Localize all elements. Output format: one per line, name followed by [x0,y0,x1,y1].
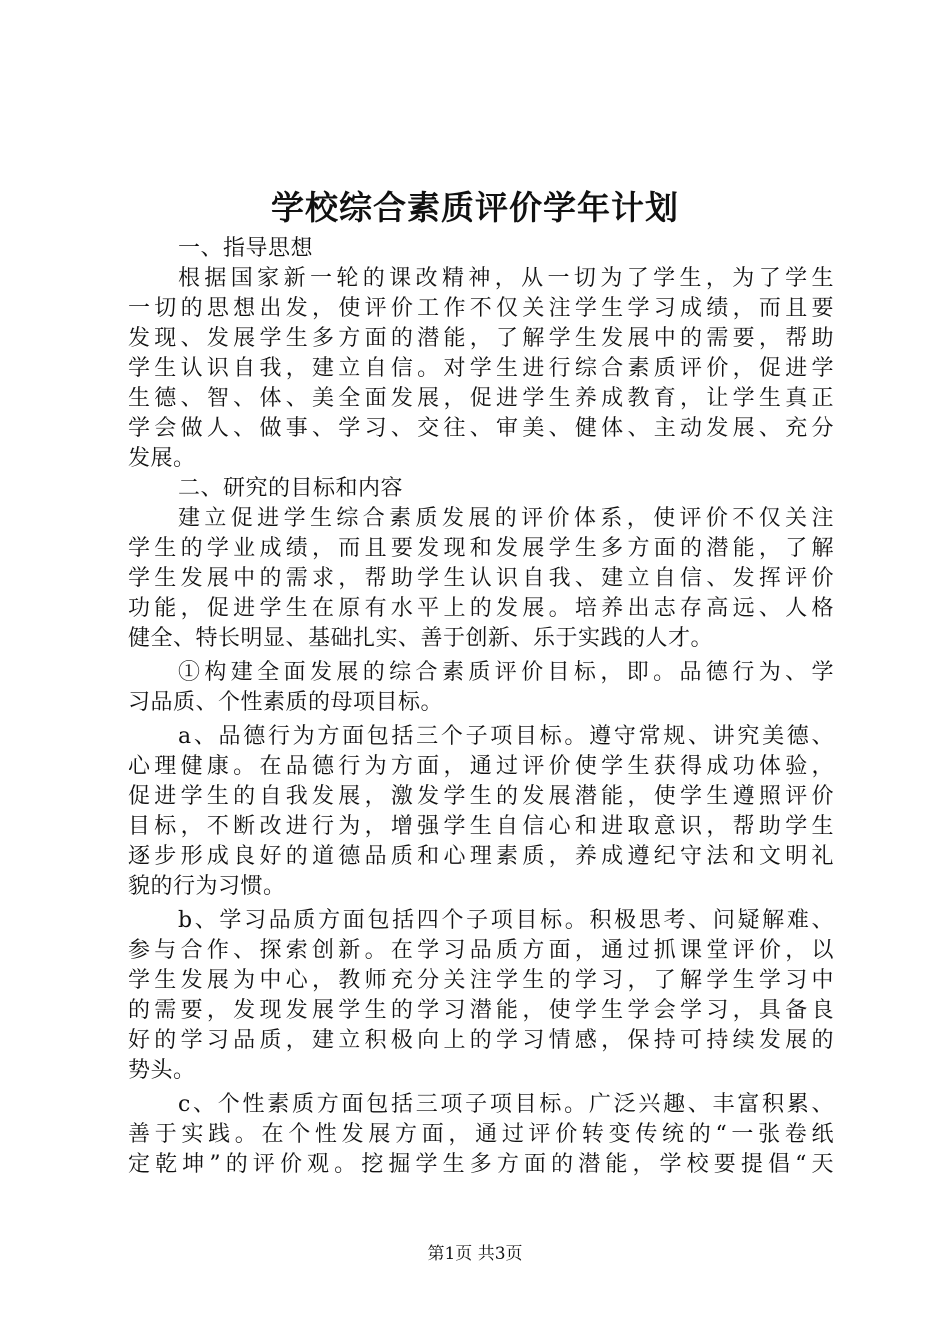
paragraph-line: 发展。 [128,446,196,471]
paragraph-line: 的需要，发现发展学生的学习潜能，使学生学会学习，具备良 [128,998,834,1023]
paragraph-line: 生德、智、体、美全面发展，促进学生养成教育，让学生真正 [128,386,834,411]
paragraph-line: 势头。 [128,1058,196,1083]
document-body [128,234,834,1180]
paragraph-line: 促进学生的自我发展，激发学生的发展潜能，使学生遵照评价 [128,784,834,809]
paragraph-line: 功能，促进学生在原有水平上的发展。培养出志存高远、人格 [128,596,834,621]
paragraph-line: 目标，不断改进行为，增强学生自信心和进取意识，帮助学生 [128,814,834,839]
document-title: 学校综合素质评价学年计划 [271,188,679,227]
paragraph-line: 根据国家新一轮的课改精神，从一切为了学生，为了学生 [178,266,834,291]
paragraph-line: a、品德行为方面包括三个子项目标。遵守常规、讲究美德、 [178,724,834,749]
paragraph-line: c、个性素质方面包括三项子项目标。广泛兴趣、丰富积累、 [178,1092,834,1117]
paragraph-line: 逐步形成良好的道德品质和心理素质，养成遵纪守法和文明礼 [128,844,834,869]
paragraph-line: ①构建全面发展的综合素质评价目标，即。品德行为、学 [178,660,834,685]
paragraph-line: b、学习品质方面包括四个子项目标。积极思考、问疑解难、 [178,908,834,933]
paragraph-line: 学生发展为中心，教师充分关注学生的学习，了解学生学习中 [128,968,834,993]
paragraph-line: 健全、特长明显、基础扎实、善于创新、乐于实践的人才。 [128,626,714,651]
paragraph-line: 善于实践。在个性发展方面，通过评价转变传统的“一张卷纸 [128,1122,834,1147]
paragraph-line: 发现、发展学生多方面的潜能，了解学生发展中的需要，帮助 [128,326,834,351]
paragraph-line: 学生认识自我，建立自信。对学生进行综合素质评价，促进学 [128,356,834,381]
paragraph-line: 好的学习品质，建立积极向上的学习情感，保持可持续发展的 [128,1028,834,1053]
paragraph-line: 貌的行为习惯。 [128,874,286,899]
paragraph-line: 定乾坤”的评价观。挖掘学生多方面的潜能，学校要提倡“天 [128,1152,834,1177]
paragraph-line: 一切的思想出发，使评价工作不仅关注学生学习成绩，而且要 [128,296,834,321]
page-number: 第1页 共3页 [427,1244,523,1264]
paragraph-line: 学生的学业成绩，而且要发现和发展学生多方面的潜能，了解 [128,536,834,561]
section-heading: 一、指导思想 [178,236,314,261]
section-heading: 二、研究的目标和内容 [178,476,404,501]
paragraph-line: 建立促进学生综合素质发展的评价体系，使评价不仅关注 [178,506,834,531]
paragraph-line: 参与合作、探索创新。在学习品质方面，通过抓课堂评价，以 [128,938,834,963]
paragraph-line: 学会做人、做事、学习、交往、审美、健体、主动发展、充分 [128,416,834,441]
paragraph-line: 学生发展中的需求，帮助学生认识自我、建立自信、发挥评价 [128,566,834,591]
paragraph-line: 心理健康。在品德行为方面，通过评价使学生获得成功体验， [128,754,834,779]
paragraph-line: 习品质、个性素质的母项目标。 [128,690,444,715]
